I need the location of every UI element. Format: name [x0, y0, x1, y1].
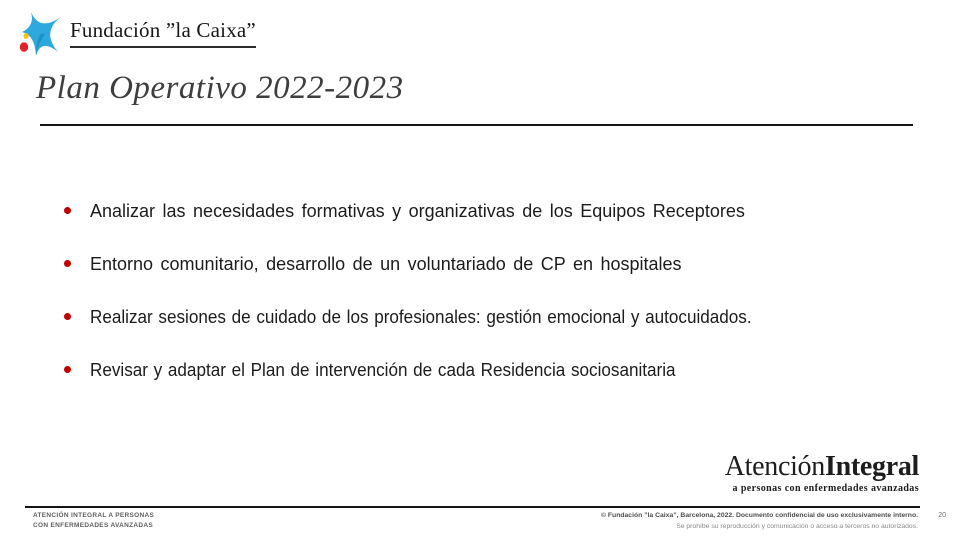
bullet-icon: [64, 260, 71, 267]
footer-divider: [25, 506, 920, 508]
program-name-bold: Integral: [824, 451, 919, 482]
program-name-regular: Atención: [724, 451, 825, 482]
bullet-icon: [64, 366, 71, 373]
title-divider: [40, 124, 913, 126]
bullet-icon: [64, 313, 71, 320]
list-item: [64, 359, 924, 381]
bullet-text: Entorno comunitario, desarrollo de un voluntariado de CP en hospitales: [90, 254, 682, 274]
bullet-text: Realizar sesiones de cuidado de los profesionales: gestión emocional y autocuidados.: [90, 307, 752, 327]
list-item: [64, 253, 924, 275]
program-name: [725, 452, 919, 482]
bullet-list: [64, 200, 924, 412]
footer-left-line2: CON ENFERMEDADES AVANZADAS: [33, 522, 153, 529]
bullet-text: Revisar y adaptar el Plan de intervención de cada Residencia sociosanitaria: [90, 360, 676, 380]
footer-left-line1: ATENCIÓN INTEGRAL A PERSONAS: [33, 512, 155, 519]
footer-program-name: [33, 511, 154, 531]
program-tagline: a personas con enfermedades avanzadas: [732, 483, 919, 494]
footer-copyright: © Fundación ”la Caixa”, Barcelona, 2022. Documento confidencial de uso exclusivamente interno.: [601, 512, 918, 519]
la-caixa-star-icon: [12, 8, 62, 58]
page-title: Plan Operativo 2022-2023: [36, 70, 404, 106]
page-number: 20: [938, 512, 946, 519]
atencion-integral-logo: [725, 452, 919, 494]
bullet-text: Analizar las necesidades formativas y organizativas de los Equipos Receptores: [90, 201, 745, 221]
list-item: [64, 200, 924, 222]
footer-disclaimer: Se prohíbe su reproducción y comunicación o acceso a terceros no autorizados.: [676, 522, 918, 530]
brand-wordmark: Fundación ”la Caixa”: [70, 18, 256, 48]
footer-legal: [601, 511, 918, 532]
bullet-icon: [64, 207, 71, 214]
list-item: [64, 306, 924, 328]
